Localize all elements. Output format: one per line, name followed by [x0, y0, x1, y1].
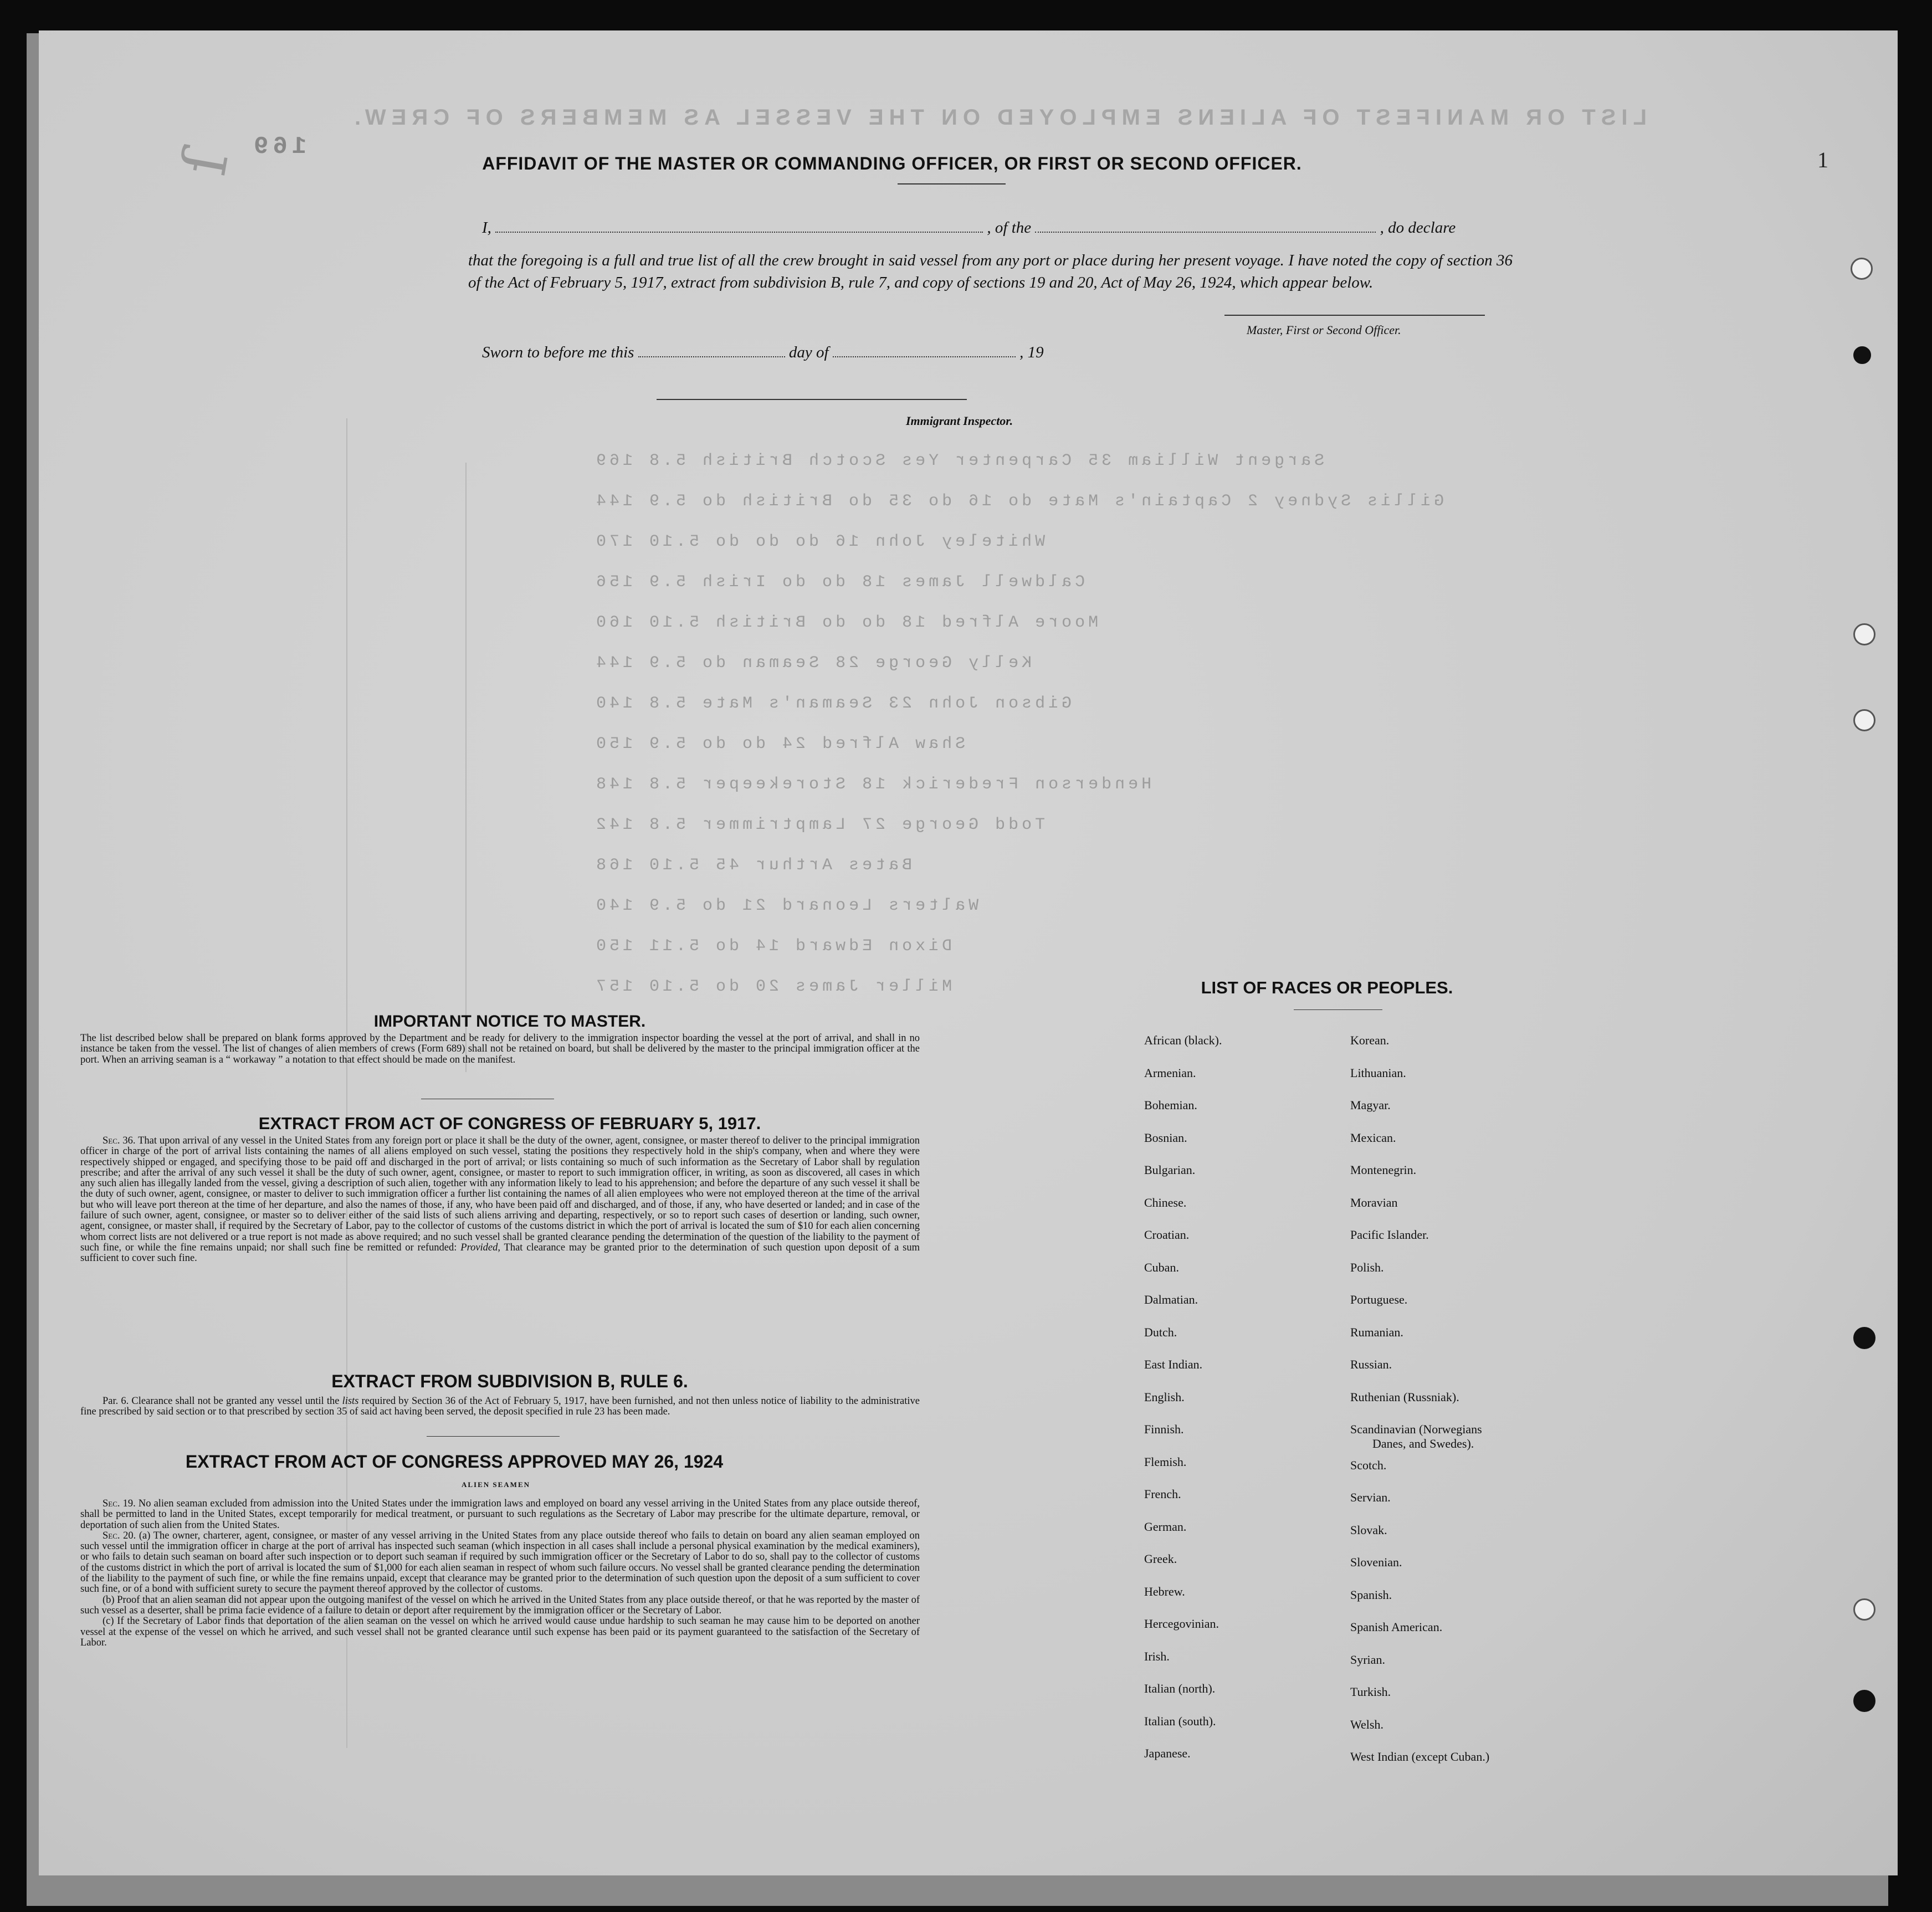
sec-19-paragraph [80, 1499, 920, 1531]
par-6-tail: required by Section 36 of the Act of February 5, 1917, have been furnished, and not then unless notice of liability to the administrative fine prescribed by said section or to that prescribed by section 35 of said act having been served, the deposit specified in rule 23 has been made. [80, 1396, 920, 1418]
master-signature-label: Master, First or Second Officer. [1247, 323, 1401, 337]
race-item: Slovenian. [1350, 1555, 1402, 1569]
binder-hole [1853, 623, 1875, 645]
race-item: Magyar. [1350, 1098, 1391, 1112]
race-item: Greek. [1144, 1552, 1177, 1566]
sworn-line [482, 344, 1044, 362]
binder-hole [1853, 1327, 1875, 1349]
race-item: Spanish American. [1350, 1620, 1443, 1634]
alien-seamen-subtitle: ALIEN SEAMEN [461, 1480, 531, 1489]
race-item: Turkish. [1350, 1685, 1391, 1699]
race-item: Japanese. [1144, 1746, 1191, 1760]
race-item: Polish. [1350, 1260, 1384, 1274]
inspector-signature-label: Immigrant Inspector. [906, 414, 1013, 428]
sworn-year-label: , 19 [1019, 344, 1044, 361]
race-item: Russian. [1350, 1357, 1392, 1371]
race-item: West Indian (except Cuban.) [1350, 1750, 1490, 1764]
binder-hole [1853, 1598, 1875, 1621]
title-divider [898, 183, 1006, 184]
race-item: Lithuanian. [1350, 1065, 1406, 1080]
affidavit-body: that the foregoing is a full and true list of all the crew brought in said vessel from any port or place during her present voyage. I have noted the copy of section 36 of the Act of February 5, 1917, extract from subdivision B, rule 7, and copy of sections 19 and 20, Act of May 26, 1924, which appear below. [468, 252, 1513, 291]
race-item-continuation: Danes, and Swedes). [1372, 1437, 1474, 1450]
race-item: Bosnian. [1144, 1130, 1187, 1145]
bleed-through-row: Sargent William 35 Carpenter Yes Scotch British 5.8 169 [593, 452, 1325, 470]
binder-hole [1853, 709, 1875, 731]
race-item: Moravian [1350, 1195, 1398, 1209]
race-item: Portuguese. [1350, 1293, 1408, 1306]
bleed-through-row: Walters Leonard 21 do 5.9 140 [593, 896, 979, 915]
notice-title: IMPORTANT NOTICE TO MASTER. [373, 1012, 646, 1031]
sec-36-tail: That clearance may be granted prior to the determination of such question upon deposit of a sum sufficient to cover such fine. [80, 1242, 920, 1264]
race-item: Pacific Islander. [1350, 1228, 1429, 1242]
provided-word: Provided, [460, 1242, 501, 1253]
race-item: Servian. [1350, 1490, 1391, 1504]
sec-19-text: No alien seaman excluded from admission into the United States under the immigration laws and employed on board any vessel arriving in the United States from any place outside thereof, shall be permitted to land in the United States, except temporarily for medical treatment, or pursuant to such regulations as the Secretary of Labor may prescribe for the ultimate departure, removal, or deportation of such alien from the United States. [80, 1498, 920, 1531]
bleed-through-row: Dixon Edward 14 do 5.11 150 [593, 937, 952, 956]
of-the-label: , of the [987, 219, 1032, 237]
race-item: Montenegrin. [1350, 1163, 1417, 1177]
race-item: Armenian. [1144, 1065, 1196, 1080]
bleed-through-row: Whiteley John 16 do do do 5.10 170 [593, 532, 1046, 551]
sec-20a-paragraph [80, 1531, 920, 1595]
race-item: Irish. [1144, 1649, 1170, 1663]
race-item: Scandinavian (Norwegians [1350, 1422, 1482, 1436]
lists-word: lists [342, 1396, 359, 1407]
sec-36-label: Sec. 36. [103, 1135, 136, 1146]
corner-mark: 1 [1817, 147, 1828, 172]
bleed-through-row: Henderson Frederick 18 Storekeeper 5.8 148 [593, 775, 1152, 794]
race-item: Ruthenian (Russniak). [1350, 1390, 1459, 1404]
name-blank [495, 219, 983, 233]
bleed-through-row: Miller James 20 do 5.10 157 [593, 977, 952, 996]
race-item: Italian (south). [1144, 1714, 1216, 1728]
bleed-through-row: Todd George 27 Lamptrimmer 5.8 142 [593, 816, 1046, 834]
notice-body: The list described below shall be prepared on blank forms approved by the Department and be ready for delivery to the immigration inspector boarding the vessel at the port of arrival, and shall in no instance be taken from the vessel. The list of changes of alien members of crews (Form 689) shall not be retained on board, but shall be delivered by the master to the principal immigration officer at the port. When an arriving seaman is a “ workaway ” a notation to that effect should be made on the manifest. [80, 1033, 920, 1065]
inspector-signature-line [657, 399, 967, 400]
race-item: Croatian. [1144, 1228, 1190, 1242]
race-item: Syrian. [1350, 1652, 1385, 1667]
rule6-divider [427, 1436, 560, 1437]
races-title: LIST OF RACES OR PEOPLES. [1201, 978, 1453, 997]
sec-20-label: Sec. 20. [103, 1530, 136, 1541]
race-item: Welsh. [1350, 1717, 1383, 1731]
race-item: Hebrew. [1144, 1584, 1185, 1598]
sec-19-label: Sec. 19. [103, 1498, 136, 1509]
race-item: Dalmatian. [1144, 1293, 1198, 1306]
i-label: I, [482, 219, 491, 237]
race-item: East Indian. [1144, 1357, 1203, 1371]
race-item: Dutch. [1144, 1325, 1177, 1339]
extract-1924-title: EXTRACT FROM ACT OF CONGRESS APPROVED MAY 26, 1924 [185, 1452, 724, 1472]
declaration-line [482, 219, 1456, 237]
par-6-text: Par. 6. Clearance shall not be granted any vessel until the [103, 1396, 340, 1407]
binder-hole [1851, 258, 1873, 280]
race-item: Chinese. [1144, 1195, 1187, 1209]
binder-hole [1853, 1690, 1875, 1712]
page-number: 169 [249, 133, 307, 161]
race-item: Italian (north). [1144, 1682, 1216, 1695]
pencil-mark: ſ [168, 145, 242, 181]
sec-20c-paragraph: (c) If the Secretary of Labor finds that deportation of the alien seaman on the vessel on which he arrived would cause undue hardship to such seaman he may cause him to be deported on another vessel at the expense of the vessel on which he arrived, and such vessel shall not be granted clearance until such expense has been paid or its payment guaranteed to the satisfaction of the Secretary of Labor. [80, 1616, 920, 1648]
race-item: Korean. [1350, 1033, 1390, 1047]
bleed-column-line [465, 463, 467, 1072]
bleed-through-row: Kelly George 28 Seaman do 5.9 144 [593, 654, 1032, 673]
race-item: Bohemian. [1144, 1098, 1197, 1112]
race-item: Scotch. [1350, 1458, 1387, 1472]
extract-rule6-title: EXTRACT FROM SUBDIVISION B, RULE 6. [331, 1371, 688, 1391]
extract-1917-title: EXTRACT FROM ACT OF CONGRESS OF FEBRUARY 5, 1917. [258, 1114, 761, 1133]
race-item: German. [1144, 1519, 1187, 1534]
sec-20b-paragraph: (b) Proof that an alien seaman did not appear upon the outgoing manifest of the vessel on which he arrived in the United States from any place outside thereof, or that he was reported by the master of such vessel as a deserter, shall be prima facie evidence of a failure to detain or deport after requirement by the immigration officer or the Secretary of Labor. [80, 1594, 920, 1616]
race-item: Mexican. [1350, 1130, 1396, 1145]
do-declare-label: , do declare [1380, 219, 1456, 237]
extract-1917-body [80, 1136, 920, 1264]
document-page [39, 30, 1898, 1875]
race-item: Slovak. [1350, 1523, 1387, 1537]
bleed-through-row: Shaw Alfred 24 do do 5.9 150 [593, 735, 966, 753]
sworn-month-blank [833, 344, 1016, 357]
race-item: Spanish. [1350, 1587, 1392, 1602]
bleed-through-row: Moore Alfred 18 do do British 5.10 160 [593, 613, 1099, 632]
bleed-through-row: Gillis Sydney 2 Captain's Mate do 16 do 35 do British do 5.9 144 [593, 492, 1444, 511]
bleed-through-row: Gibson John 23 Seaman's Mate 5.8 140 [593, 694, 1072, 713]
extract-rule6-body [80, 1396, 920, 1418]
sworn-day-label: day of [788, 344, 829, 361]
sec-20a-text: (a) The owner, charterer, agent, consignee, or master of any vessel arriving in the United States from any place outside thereof who fails to detain on board any alien seaman employed on such vessel until the immigration officer in charge at the port of arrival has inspected such seaman (which inspection in all cases shall include a personal physical examination by the medical examiners), or who fails to detain such seaman on board after such inspection or to deport such seaman if required by such immigration officer or the Secretary of Labor to do so, shall pay to the collector of customs of the customs district in which the port of arrival is located the sum of $1,000 for each alien seaman in respect of whom such failure occurs. No vessel shall be granted clearance pending the determination of the liability to the payment of such fine, or while the fine remains unpaid, except that clearance may be granted prior to the determination of such question upon the deposit of a sum sufficient to cover such fine, or of a bond with sufficient surety to secure the payment thereof approved by the collector of customs. [80, 1530, 920, 1595]
affidavit-title: AFFIDAVIT OF THE MASTER OR COMMANDING OFFICER, OR FIRST OR SECOND OFFICER. [482, 153, 1302, 173]
race-item: French. [1144, 1487, 1181, 1501]
race-item: Cuban. [1144, 1260, 1179, 1274]
vessel-blank [1035, 219, 1376, 233]
race-item: Flemish. [1144, 1454, 1187, 1469]
sec-36-text: That upon arrival of any vessel in the United States from any foreign port or place it shall be the duty of the owner, agent, consignee, or master thereof to deliver to the principal immigration officer in charge of the port of arrival lists containing the names of all aliens employed on such vessel, stating the positions they respectively hold in the ship's company, when and where they were respectively shipped or engaged, and specifying those to be paid off and discharged in the port of arrival; or lists containing so much of such information as the Secretary of Labor shall by regulation prescribe; and after the arrival of any such vessel it shall be the duty of such owner, agent, consignee, or master to report to such immigration officer, in writing, as soon as discovered, all cases in which any such alien has illegally landed from the vessel, giving a description of such alien, together with any information likely to lead to his apprehension; and before the departure of any such vessel it shall be the duty of such owner, agent, consignee, or master to deliver to such immigration officer a further list containing the names of all alien employees who were not employed thereon at the time of the arrival but who will leave port thereon at the time of her departure, and also the names of those, if any, who have been paid off and discharged, and of those, if any, who have deserted or landed; and in case of the failure of such owner, agent, consignee, or master so to deliver either of the said lists of such aliens arriving and departing, respectively, or so to report such cases of desertion or landing, such owner, agent, consignee, or master shall, if required by the Secretary of Labor, pay to the collector of customs of the customs district in which the port of arrival is located the sum of $10 for each alien concerning whom correct lists are not delivered or a true report is not made as above required; and no such vessel shall be granted clearance pending the determination of the question of the liability to the payment of such fine, or while the fine remains unpaid; nor shall such fine be remitted or refunded: [80, 1135, 920, 1253]
bleed-through-header: LIST OR MANIFEST OF ALIENS EMPLOYED ON THE VESSEL AS MEMBERS OF CREW. [349, 105, 1647, 130]
race-item: Bulgarian. [1144, 1163, 1196, 1177]
sworn-day-blank [638, 344, 785, 357]
bleed-through-row: Caldwell James 18 do do Irish 5.9 156 [593, 573, 1085, 592]
race-item: Rumanian. [1350, 1325, 1403, 1339]
bleed-through-row: Bates Arthur 45 5.10 168 [593, 856, 913, 875]
race-item: Finnish. [1144, 1422, 1184, 1436]
sworn-prefix: Sworn to before me this [482, 344, 634, 361]
binder-hole [1853, 346, 1871, 364]
extract-1924-body [80, 1499, 920, 1648]
race-item: English. [1144, 1390, 1185, 1404]
race-item: Hercegovinian. [1144, 1617, 1219, 1631]
race-item: African (black). [1144, 1033, 1222, 1047]
master-signature-line [1224, 315, 1485, 316]
races-divider [1294, 1009, 1382, 1010]
